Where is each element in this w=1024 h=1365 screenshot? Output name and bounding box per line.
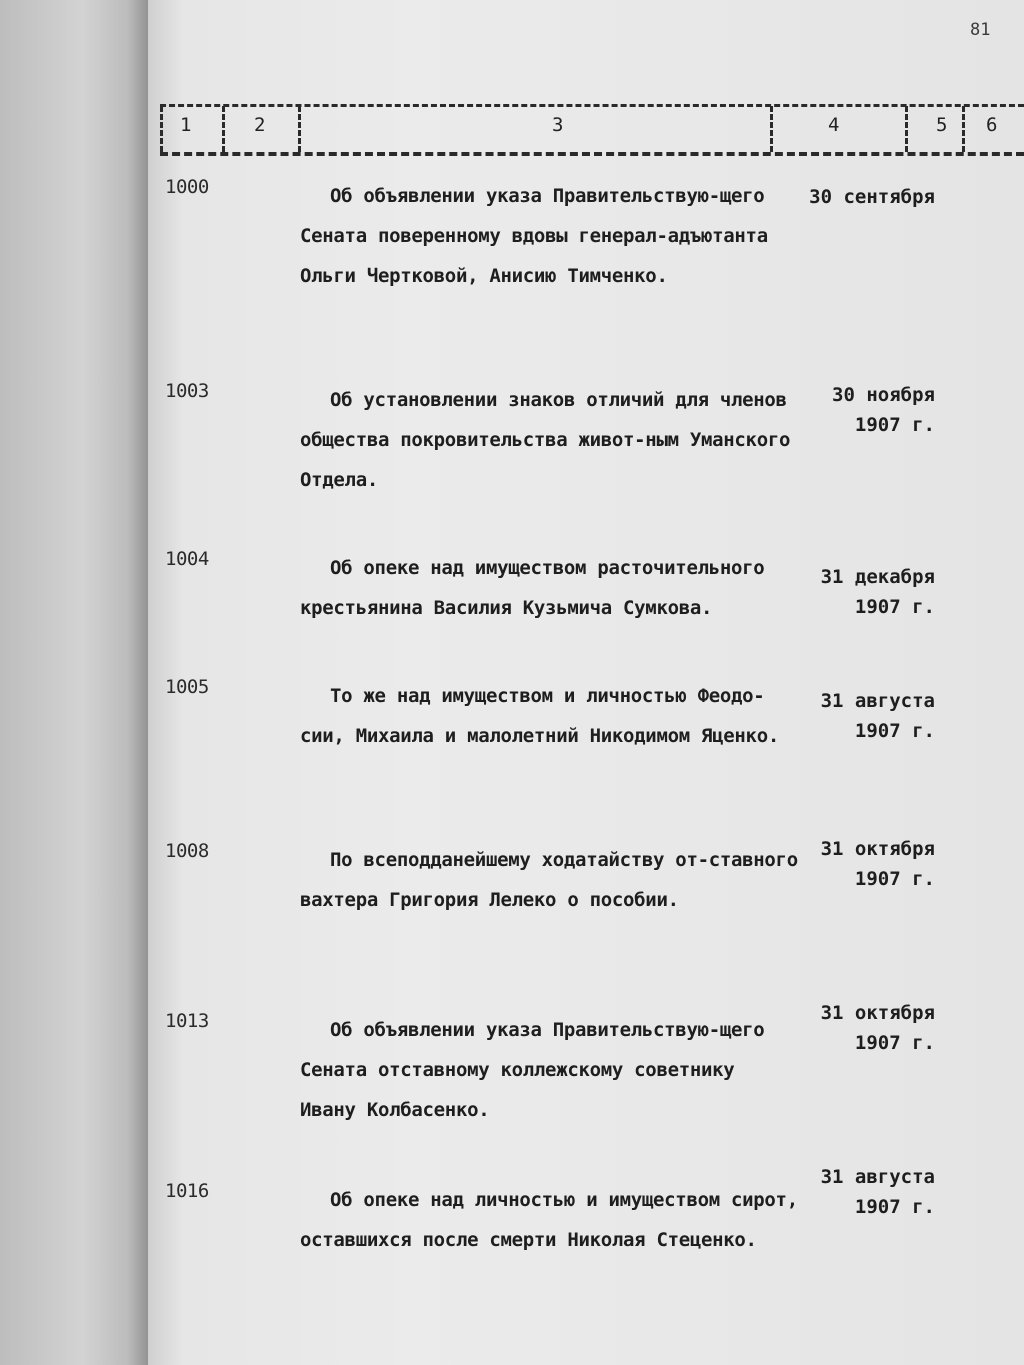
record-date [775,380,935,440]
record-number: 1004 [165,548,209,570]
record-description: То же над имуществом и личностью Феодо-сии, Михаила и малолетний Никодимом Яценко. [300,685,779,747]
record-date-line2: 1907 г. [854,596,935,618]
column-header-3: 3 [552,114,564,136]
record-description: Об опеке над имуществом расточительного крестьянина Василия Кузьмича Сумкова. [300,557,765,619]
header-top-rule [160,104,1024,107]
record-description: Об установлении знаков отличий для членов общества покровительства живот-ным Уманского Отдела. [300,389,791,491]
record-number: 1016 [165,1180,209,1202]
header-divider [905,106,908,152]
record-number: 1005 [165,676,209,698]
header-divider [160,106,163,152]
header-divider [222,106,225,152]
record-number: 1013 [165,1010,209,1032]
record-date-line2: 1907 г. [854,868,935,890]
record-date-line1: 31 августа [820,690,935,712]
record-number: 1008 [165,840,209,862]
header-divider [770,106,773,152]
header-divider [298,106,301,152]
record-date-line1: 30 сентября [809,186,935,208]
record-date-line1: 31 декабря [820,566,935,588]
record-date-line1: 31 октября [820,1002,935,1024]
record-date-line1: 31 октября [820,838,935,860]
binding-shadow [0,0,150,1365]
record-date-line2: 1907 г. [854,1032,935,1054]
record-date-line2: 1907 г. [854,720,935,742]
record-date-line2: 1907 г. [854,414,935,436]
record-date [775,182,935,212]
record-date [775,686,935,746]
page-number: 81 [970,20,991,40]
header-divider [962,106,965,152]
column-header-6: 6 [986,114,998,136]
record-number: 1003 [165,380,209,402]
record-date [775,1162,935,1222]
header-bottom-rule [160,152,1024,156]
record-description: Об объявлении указа Правительствую-щего Сената отставному коллежскому советнику Ивану Колбасенко. [300,1019,765,1121]
record-date [775,562,935,622]
column-header-4: 4 [828,114,840,136]
record-description: Об объявлении указа Правительствую-щего Сената поверенному вдовы генерал-адъютанта Ольги Чертковой, Анисию Тимченко. [300,185,768,287]
column-header-2: 2 [254,114,266,136]
record-date [775,998,935,1058]
record-date-line1: 31 августа [820,1166,935,1188]
record-description: По всеподданейшему ходатайству от-ставного вахтера Григория Лелеко о пособии. [300,849,798,911]
record-date-line2: 1907 г. [854,1196,935,1218]
record-number: 1000 [165,176,209,198]
record-description: Об опеке над личностью и имуществом сирот, оставшихся после смерти Николая Стеценко. [300,1189,798,1251]
column-header-5: 5 [936,114,948,136]
column-header-1: 1 [180,114,192,136]
record-date [775,834,935,894]
record-date-line1: 30 ноября [832,384,935,406]
